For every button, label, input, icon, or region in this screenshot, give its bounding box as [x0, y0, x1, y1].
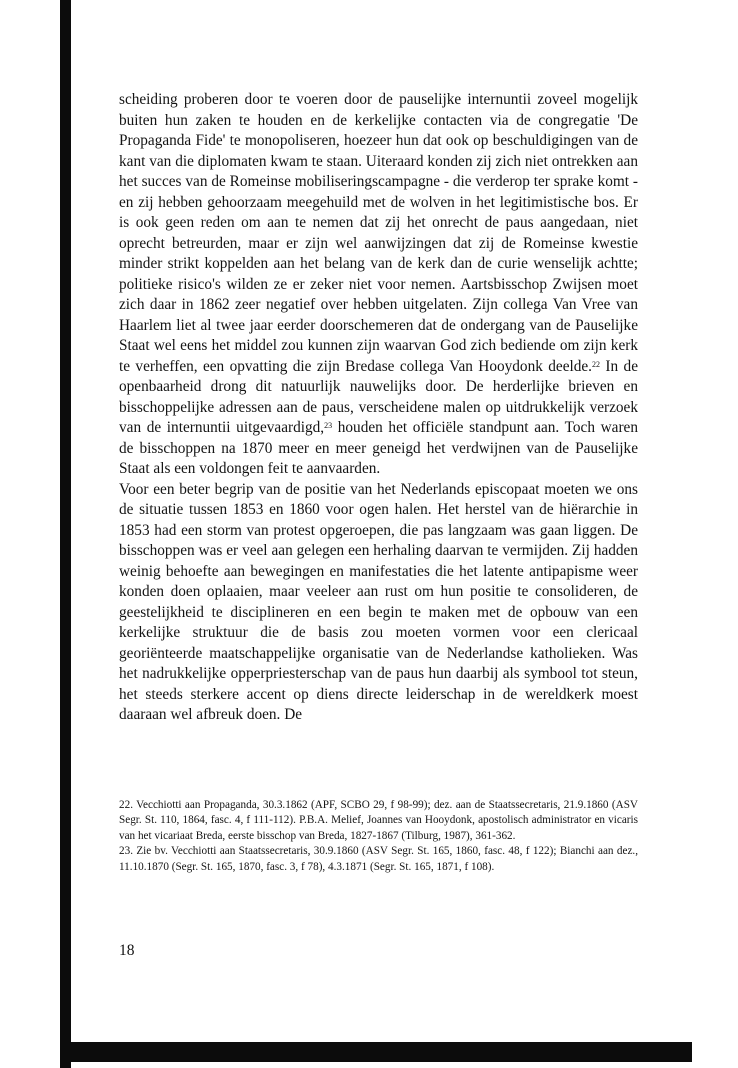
paragraph-1-part-1: scheiding proberen door te voeren door de pauselijke internuntii zoveel mogelijk buiten hun zaken te houden en de kerkelijke contacten via de congregatie 'De Propaganda Fide' te monopoliseren, hoezeer hun dat ook op beschuldigingen van de kant van die diplomaten kwam te staan. Uiteraard konden zij zich niet ontrekken aan het succes van de Romeinse mobiliseringscampagne - die verderop ter sprake komt - en zij hebben gehoorzaam meegehuild met de wolven in het legitimistische bos. Er is ook geen reden om aan te nemen dat zij het onrecht de paus aangedaan, niet oprecht betreurden, maar er zijn wel aanwijzingen dat zij de Romeinse kwestie minder strikt koppelden aan het belang van de kerk dan de curie wenselijk achtte; politieke risico's wilden ze er zeker niet voor nemen. Aartsbisschop Zwijsen moet zich daar in 1862 zeer negatief over hebben uitgelaten. Zijn collega Van Vree van Haarlem liet al twee jaar eerder doorschemeren dat de ondergang van de Pauselijke Staat wel eens het middel zou kunnen zijn waarvan God zich bediende om zijn kerk te verheffen, een opvatting die zijn Bredase collega Van Hooydonk deelde.: [119, 91, 638, 375]
footnotes: [119, 798, 638, 875]
footnote-23: 23. Zie bv. Vecchiotti aan Staatssecretaris, 30.9.1860 (ASV Segr. St. 165, 1860, fasc. 48, f 122); Bianchi aan dez., 11.10.1870 (Segr. St. 165, 1870, fasc. 3, f 78), 4.3.1871 (Segr. St. 165, 1871, f 108).: [119, 845, 638, 873]
footnote-ref-22[interactable]: 22: [592, 359, 601, 369]
paragraph-1: [119, 90, 638, 480]
scan-border-bottom: [60, 1042, 692, 1062]
page-number: 18: [119, 942, 135, 959]
footnote-22: 22. Vecchiotti aan Propaganda, 30.3.1862 (APF, SCBO 29, f 98-99); dez. aan de Staatssecretaris, 21.9.1860 (ASV Segr. St. 110, 1864, fasc. 4, f 111-112). P.B.A. Melief, Joannes van Hooydonk, apostolisch administrator en vicaris van het vicariaat Breda, eerste bisschop van Breda, 1827-1867 (Tilburg, 1987), 361-362.: [119, 799, 638, 842]
scan-border-left: [60, 0, 71, 1068]
main-text: [119, 90, 638, 726]
paragraph-1-part-3: houden het officiële standpunt aan. Toch waren de bisschoppen na 1870 meer en meer geneigd het verdwijnen van de Pauselijke Staat als een voldongen feit te aanvaarden.: [119, 419, 638, 477]
paragraph-2: Voor een beter begrip van de positie van het Nederlands episcopaat moeten we ons de situatie tussen 1853 en 1860 voor ogen halen. Het herstel van de hiërarchie in 1853 had een storm van protest opgeroepen, die pas langzaam was gaan liggen. De bisschoppen was er veel aan gelegen een herhaling daarvan te vermijden. Zij hadden weinig behoefte aan bewegingen en manifestaties die het latente antipapisme weer konden doen oplaaien, maar veeleer aan rust om hun positie te consolideren, de geestelijkheid te disciplineren en een begin te maken met de opbouw van een kerkelijke struktuur die de basis zou moeten vormen voor een clericaal georiënteerde maatschappelijke organisatie van de Nederlandse katholieken. Was het nadrukkelijke opperpriesterschap van de paus hun daarbij als symbool tot steun, het steeds sterkere accent op diens directe leiderschap in de wereldkerk moest daaraan wel afbreuk doen. De: [119, 480, 638, 723]
paragraph-1-part-2: In de openbaarheid drong dit natuurlijk nauwelijks door. De herderlijke brieven en bisschoppelijke adressen aan de paus, verscheidene malen op uitdrukkelijk verzoek van de internuntii uitgevaardigd,: [119, 357, 638, 436]
footnote-ref-23[interactable]: 23: [324, 421, 333, 430]
